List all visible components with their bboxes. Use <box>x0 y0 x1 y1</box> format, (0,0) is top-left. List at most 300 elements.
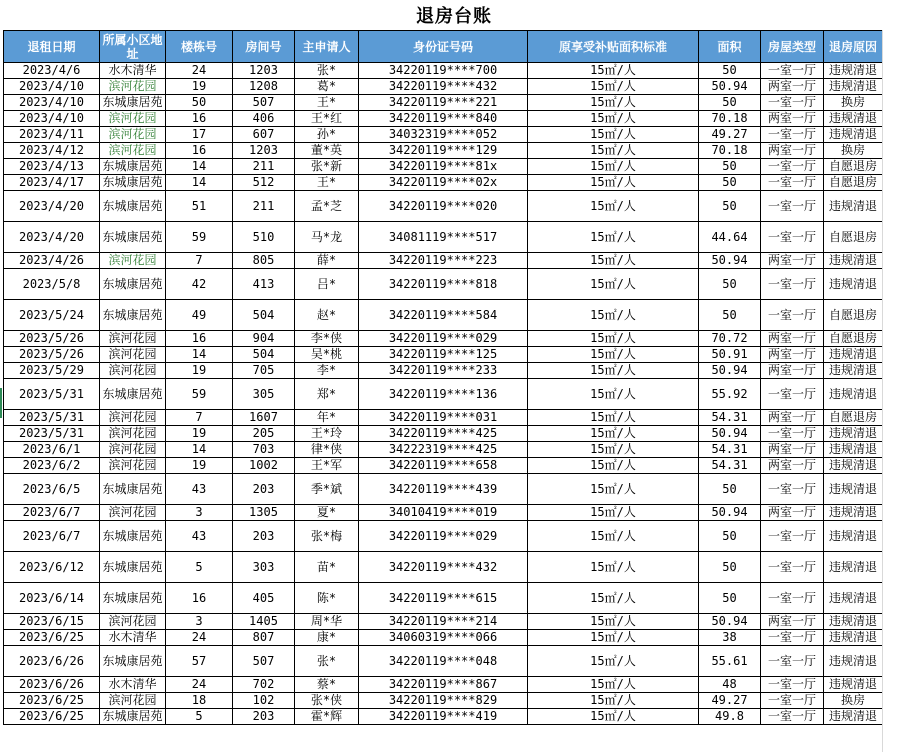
cell-community[interactable]: 滨河花园 <box>100 442 166 458</box>
cell-date[interactable]: 2023/6/7 <box>4 505 100 521</box>
cell-id[interactable]: 34220119****840 <box>359 111 528 127</box>
cell-area[interactable]: 50 <box>699 175 761 191</box>
header-cell[interactable]: 主申请人 <box>295 31 359 63</box>
cell-standard[interactable]: 15㎡/人 <box>528 583 699 614</box>
cell-community[interactable]: 滨河花园 <box>100 253 166 269</box>
cell-area[interactable]: 50.94 <box>699 79 761 95</box>
cell-standard[interactable]: 15㎡/人 <box>528 79 699 95</box>
cell-type[interactable]: 一室一厅 <box>761 693 824 709</box>
cell-standard[interactable]: 15㎡/人 <box>528 677 699 693</box>
cell-standard[interactable]: 15㎡/人 <box>528 458 699 474</box>
cell-building[interactable]: 14 <box>166 347 233 363</box>
cell-date[interactable]: 2023/5/31 <box>4 426 100 442</box>
cell-id[interactable]: 34032319****052 <box>359 127 528 143</box>
cell-type[interactable]: 一室一厅 <box>761 677 824 693</box>
cell-building[interactable]: 42 <box>166 269 233 300</box>
cell-reason[interactable]: 违规清退 <box>824 442 883 458</box>
cell-type[interactable]: 两室一厅 <box>761 79 824 95</box>
cell-room[interactable]: 904 <box>233 331 295 347</box>
cell-building[interactable]: 7 <box>166 410 233 426</box>
cell-reason[interactable]: 违规清退 <box>824 583 883 614</box>
cell-id[interactable]: 34220119****129 <box>359 143 528 159</box>
cell-date[interactable]: 2023/6/2 <box>4 458 100 474</box>
cell-id[interactable]: 34220119****125 <box>359 347 528 363</box>
cell-type[interactable]: 两室一厅 <box>761 143 824 159</box>
cell-id[interactable]: 34220119****136 <box>359 379 528 410</box>
cell-type[interactable]: 两室一厅 <box>761 347 824 363</box>
cell-id[interactable]: 34220119****658 <box>359 458 528 474</box>
cell-building[interactable]: 16 <box>166 331 233 347</box>
cell-area[interactable]: 50 <box>699 95 761 111</box>
cell-applicant[interactable]: 吕* <box>295 269 359 300</box>
cell-area[interactable]: 54.31 <box>699 442 761 458</box>
cell-standard[interactable]: 15㎡/人 <box>528 709 699 725</box>
cell-applicant[interactable]: 王* <box>295 95 359 111</box>
cell-applicant[interactable]: 蔡* <box>295 677 359 693</box>
cell-date[interactable]: 2023/4/20 <box>4 222 100 253</box>
header-cell[interactable]: 面积 <box>699 31 761 63</box>
cell-area[interactable]: 50 <box>699 300 761 331</box>
cell-applicant[interactable]: 孟*芝 <box>295 191 359 222</box>
cell-building[interactable]: 43 <box>166 521 233 552</box>
cell-standard[interactable]: 15㎡/人 <box>528 143 699 159</box>
cell-reason[interactable]: 违规清退 <box>824 191 883 222</box>
cell-applicant[interactable]: 吴*桃 <box>295 347 359 363</box>
cell-area[interactable]: 48 <box>699 677 761 693</box>
cell-type[interactable]: 一室一厅 <box>761 426 824 442</box>
cell-building[interactable]: 7 <box>166 253 233 269</box>
cell-type[interactable]: 一室一厅 <box>761 379 824 410</box>
cell-date[interactable]: 2023/6/5 <box>4 474 100 505</box>
cell-standard[interactable]: 15㎡/人 <box>528 474 699 505</box>
cell-date[interactable]: 2023/6/26 <box>4 646 100 677</box>
cell-id[interactable]: 34220119****439 <box>359 474 528 505</box>
cell-type[interactable]: 一室一厅 <box>761 709 824 725</box>
cell-area[interactable]: 50 <box>699 159 761 175</box>
cell-type[interactable]: 一室一厅 <box>761 175 824 191</box>
cell-building[interactable]: 59 <box>166 379 233 410</box>
cell-standard[interactable]: 15㎡/人 <box>528 379 699 410</box>
cell-reason[interactable]: 违规清退 <box>824 474 883 505</box>
cell-standard[interactable]: 15㎡/人 <box>528 521 699 552</box>
cell-area[interactable]: 50.94 <box>699 253 761 269</box>
cell-standard[interactable]: 15㎡/人 <box>528 159 699 175</box>
cell-date[interactable]: 2023/5/29 <box>4 363 100 379</box>
cell-standard[interactable]: 15㎡/人 <box>528 111 699 127</box>
cell-room[interactable]: 607 <box>233 127 295 143</box>
cell-room[interactable]: 807 <box>233 630 295 646</box>
cell-type[interactable]: 一室一厅 <box>761 95 824 111</box>
cell-room[interactable]: 1002 <box>233 458 295 474</box>
cell-standard[interactable]: 15㎡/人 <box>528 442 699 458</box>
cell-building[interactable]: 59 <box>166 222 233 253</box>
cell-room[interactable]: 102 <box>233 693 295 709</box>
cell-building[interactable]: 14 <box>166 159 233 175</box>
cell-room[interactable]: 203 <box>233 709 295 725</box>
cell-standard[interactable]: 15㎡/人 <box>528 646 699 677</box>
cell-building[interactable]: 43 <box>166 474 233 505</box>
cell-date[interactable]: 2023/4/17 <box>4 175 100 191</box>
cell-area[interactable]: 50.94 <box>699 363 761 379</box>
cell-standard[interactable]: 15㎡/人 <box>528 363 699 379</box>
cell-building[interactable]: 50 <box>166 95 233 111</box>
cell-type[interactable]: 一室一厅 <box>761 63 824 79</box>
cell-applicant[interactable]: 郑* <box>295 379 359 410</box>
cell-standard[interactable]: 15㎡/人 <box>528 95 699 111</box>
cell-type[interactable]: 一室一厅 <box>761 552 824 583</box>
cell-standard[interactable]: 15㎡/人 <box>528 127 699 143</box>
cell-building[interactable]: 14 <box>166 442 233 458</box>
cell-type[interactable]: 两室一厅 <box>761 442 824 458</box>
cell-date[interactable]: 2023/4/26 <box>4 253 100 269</box>
cell-applicant[interactable]: 张*侠 <box>295 693 359 709</box>
cell-reason[interactable]: 违规清退 <box>824 347 883 363</box>
header-cell[interactable]: 房间号 <box>233 31 295 63</box>
cell-community[interactable]: 滨河花园 <box>100 111 166 127</box>
cell-reason[interactable]: 违规清退 <box>824 677 883 693</box>
cell-room[interactable]: 702 <box>233 677 295 693</box>
cell-room[interactable]: 205 <box>233 426 295 442</box>
cell-room[interactable]: 1607 <box>233 410 295 426</box>
cell-id[interactable]: 34220119****419 <box>359 709 528 725</box>
cell-reason[interactable]: 换房 <box>824 95 883 111</box>
cell-id[interactable]: 34010419****019 <box>359 505 528 521</box>
cell-reason[interactable]: 违规清退 <box>824 646 883 677</box>
cell-id[interactable]: 34220119****233 <box>359 363 528 379</box>
cell-reason[interactable]: 违规清退 <box>824 521 883 552</box>
cell-standard[interactable]: 15㎡/人 <box>528 505 699 521</box>
cell-area[interactable]: 50 <box>699 191 761 222</box>
header-cell[interactable]: 原享受补贴面积标准 <box>528 31 699 63</box>
cell-date[interactable]: 2023/4/10 <box>4 95 100 111</box>
cell-building[interactable]: 17 <box>166 127 233 143</box>
cell-area[interactable]: 55.61 <box>699 646 761 677</box>
cell-building[interactable]: 16 <box>166 583 233 614</box>
cell-community[interactable]: 东城康居苑 <box>100 191 166 222</box>
cell-id[interactable]: 34220119****425 <box>359 426 528 442</box>
cell-room[interactable]: 211 <box>233 159 295 175</box>
cell-reason[interactable]: 自愿退房 <box>824 410 883 426</box>
cell-applicant[interactable]: 王* <box>295 175 359 191</box>
cell-standard[interactable]: 15㎡/人 <box>528 410 699 426</box>
cell-area[interactable]: 50.94 <box>699 505 761 521</box>
cell-date[interactable]: 2023/6/7 <box>4 521 100 552</box>
cell-reason[interactable]: 违规清退 <box>824 379 883 410</box>
cell-area[interactable]: 50.91 <box>699 347 761 363</box>
cell-building[interactable]: 14 <box>166 175 233 191</box>
cell-community[interactable]: 滨河花园 <box>100 614 166 630</box>
cell-room[interactable]: 703 <box>233 442 295 458</box>
cell-reason[interactable]: 违规清退 <box>824 614 883 630</box>
cell-standard[interactable]: 15㎡/人 <box>528 175 699 191</box>
cell-id[interactable]: 34220119****818 <box>359 269 528 300</box>
header-cell[interactable]: 所属小区地址 <box>100 31 166 63</box>
cell-room[interactable]: 1208 <box>233 79 295 95</box>
cell-date[interactable]: 2023/6/12 <box>4 552 100 583</box>
cell-standard[interactable]: 15㎡/人 <box>528 693 699 709</box>
cell-applicant[interactable]: 李* <box>295 363 359 379</box>
cell-type[interactable]: 一室一厅 <box>761 583 824 614</box>
cell-reason[interactable]: 自愿退房 <box>824 159 883 175</box>
cell-reason[interactable]: 自愿退房 <box>824 175 883 191</box>
cell-id[interactable]: 34060319****066 <box>359 630 528 646</box>
cell-standard[interactable]: 15㎡/人 <box>528 269 699 300</box>
cell-type[interactable]: 一室一厅 <box>761 269 824 300</box>
cell-standard[interactable]: 15㎡/人 <box>528 63 699 79</box>
cell-standard[interactable]: 15㎡/人 <box>528 347 699 363</box>
cell-date[interactable]: 2023/4/10 <box>4 79 100 95</box>
cell-id[interactable]: 34081119****517 <box>359 222 528 253</box>
cell-reason[interactable]: 违规清退 <box>824 63 883 79</box>
cell-area[interactable]: 70.18 <box>699 111 761 127</box>
cell-date[interactable]: 2023/6/15 <box>4 614 100 630</box>
cell-area[interactable]: 49.8 <box>699 709 761 725</box>
cell-date[interactable]: 2023/6/14 <box>4 583 100 614</box>
cell-reason[interactable]: 违规清退 <box>824 630 883 646</box>
cell-building[interactable]: 16 <box>166 143 233 159</box>
cell-date[interactable]: 2023/6/26 <box>4 677 100 693</box>
cell-type[interactable]: 一室一厅 <box>761 127 824 143</box>
cell-community[interactable]: 滨河花园 <box>100 426 166 442</box>
cell-area[interactable]: 44.64 <box>699 222 761 253</box>
cell-community[interactable]: 东城康居苑 <box>100 95 166 111</box>
cell-applicant[interactable]: 夏* <box>295 505 359 521</box>
cell-id[interactable]: 34222319****425 <box>359 442 528 458</box>
cell-building[interactable]: 49 <box>166 300 233 331</box>
cell-type[interactable]: 两室一厅 <box>761 505 824 521</box>
cell-building[interactable]: 5 <box>166 552 233 583</box>
cell-community[interactable]: 东城康居苑 <box>100 300 166 331</box>
cell-reason[interactable]: 违规清退 <box>824 552 883 583</box>
cell-id[interactable]: 34220119****867 <box>359 677 528 693</box>
cell-id[interactable]: 34220119****700 <box>359 63 528 79</box>
cell-applicant[interactable]: 陈* <box>295 583 359 614</box>
cell-standard[interactable]: 15㎡/人 <box>528 630 699 646</box>
cell-type[interactable]: 两室一厅 <box>761 331 824 347</box>
cell-community[interactable]: 东城康居苑 <box>100 269 166 300</box>
cell-reason[interactable]: 违规清退 <box>824 253 883 269</box>
cell-date[interactable]: 2023/6/25 <box>4 709 100 725</box>
cell-id[interactable]: 34220119****031 <box>359 410 528 426</box>
cell-date[interactable]: 2023/5/8 <box>4 269 100 300</box>
cell-standard[interactable]: 15㎡/人 <box>528 191 699 222</box>
cell-applicant[interactable]: 张*梅 <box>295 521 359 552</box>
cell-room[interactable]: 504 <box>233 300 295 331</box>
cell-room[interactable]: 305 <box>233 379 295 410</box>
header-cell[interactable]: 身份证号码 <box>359 31 528 63</box>
cell-area[interactable]: 38 <box>699 630 761 646</box>
cell-reason[interactable]: 违规清退 <box>824 127 883 143</box>
cell-community[interactable]: 滨河花园 <box>100 331 166 347</box>
cell-community[interactable]: 东城康居苑 <box>100 552 166 583</box>
cell-date[interactable]: 2023/5/26 <box>4 347 100 363</box>
cell-room[interactable]: 203 <box>233 474 295 505</box>
cell-date[interactable]: 2023/5/24 <box>4 300 100 331</box>
cell-community[interactable]: 东城康居苑 <box>100 474 166 505</box>
cell-area[interactable]: 70.72 <box>699 331 761 347</box>
cell-id[interactable]: 34220119****81x <box>359 159 528 175</box>
cell-id[interactable]: 34220119****221 <box>359 95 528 111</box>
cell-id[interactable]: 34220119****615 <box>359 583 528 614</box>
cell-community[interactable]: 东城康居苑 <box>100 222 166 253</box>
header-cell[interactable]: 退房原因 <box>824 31 883 63</box>
cell-type[interactable]: 两室一厅 <box>761 111 824 127</box>
cell-applicant[interactable]: 王*军 <box>295 458 359 474</box>
cell-area[interactable]: 54.31 <box>699 458 761 474</box>
cell-room[interactable]: 203 <box>233 521 295 552</box>
cell-building[interactable]: 19 <box>166 79 233 95</box>
cell-date[interactable]: 2023/5/31 <box>4 410 100 426</box>
cell-building[interactable]: 5 <box>166 709 233 725</box>
cell-area[interactable]: 55.92 <box>699 379 761 410</box>
cell-id[interactable]: 34220119****584 <box>359 300 528 331</box>
cell-room[interactable]: 1203 <box>233 143 295 159</box>
cell-standard[interactable]: 15㎡/人 <box>528 552 699 583</box>
cell-community[interactable]: 滨河花园 <box>100 410 166 426</box>
cell-type[interactable]: 一室一厅 <box>761 300 824 331</box>
cell-date[interactable]: 2023/5/26 <box>4 331 100 347</box>
cell-building[interactable]: 51 <box>166 191 233 222</box>
cell-applicant[interactable]: 张* <box>295 646 359 677</box>
cell-room[interactable]: 1405 <box>233 614 295 630</box>
cell-type[interactable]: 两室一厅 <box>761 614 824 630</box>
cell-standard[interactable]: 15㎡/人 <box>528 426 699 442</box>
cell-reason[interactable]: 违规清退 <box>824 709 883 725</box>
cell-room[interactable]: 1203 <box>233 63 295 79</box>
cell-area[interactable]: 49.27 <box>699 693 761 709</box>
cell-applicant[interactable]: 张* <box>295 63 359 79</box>
cell-area[interactable]: 70.18 <box>699 143 761 159</box>
cell-building[interactable]: 19 <box>166 458 233 474</box>
cell-type[interactable]: 一室一厅 <box>761 474 824 505</box>
cell-reason[interactable]: 违规清退 <box>824 111 883 127</box>
cell-area[interactable]: 50 <box>699 269 761 300</box>
cell-building[interactable]: 19 <box>166 363 233 379</box>
cell-applicant[interactable]: 张*新 <box>295 159 359 175</box>
cell-applicant[interactable]: 孙* <box>295 127 359 143</box>
cell-id[interactable]: 34220119****432 <box>359 79 528 95</box>
cell-room[interactable]: 512 <box>233 175 295 191</box>
cell-id[interactable]: 34220119****829 <box>359 693 528 709</box>
cell-applicant[interactable]: 王*玲 <box>295 426 359 442</box>
cell-date[interactable]: 2023/4/6 <box>4 63 100 79</box>
cell-applicant[interactable]: 董*英 <box>295 143 359 159</box>
cell-building[interactable]: 24 <box>166 677 233 693</box>
cell-date[interactable]: 2023/4/20 <box>4 191 100 222</box>
cell-standard[interactable]: 15㎡/人 <box>528 614 699 630</box>
cell-building[interactable]: 24 <box>166 63 233 79</box>
cell-standard[interactable]: 15㎡/人 <box>528 331 699 347</box>
cell-applicant[interactable]: 赵* <box>295 300 359 331</box>
cell-date[interactable]: 2023/4/10 <box>4 111 100 127</box>
cell-community[interactable]: 滨河花园 <box>100 458 166 474</box>
cell-date[interactable]: 2023/6/25 <box>4 630 100 646</box>
cell-reason[interactable]: 违规清退 <box>824 458 883 474</box>
cell-applicant[interactable]: 苗* <box>295 552 359 583</box>
cell-room[interactable]: 406 <box>233 111 295 127</box>
cell-date[interactable]: 2023/4/11 <box>4 127 100 143</box>
cell-reason[interactable]: 违规清退 <box>824 269 883 300</box>
cell-date[interactable]: 2023/4/13 <box>4 159 100 175</box>
cell-id[interactable]: 34220119****029 <box>359 521 528 552</box>
cell-community[interactable]: 东城康居苑 <box>100 646 166 677</box>
cell-reason[interactable]: 自愿退房 <box>824 222 883 253</box>
cell-community[interactable]: 东城康居苑 <box>100 583 166 614</box>
cell-area[interactable]: 50 <box>699 474 761 505</box>
cell-date[interactable]: 2023/6/1 <box>4 442 100 458</box>
cell-reason[interactable]: 自愿退房 <box>824 300 883 331</box>
cell-room[interactable]: 507 <box>233 646 295 677</box>
cell-date[interactable]: 2023/5/31 <box>4 379 100 410</box>
cell-community[interactable]: 东城康居苑 <box>100 379 166 410</box>
cell-room[interactable]: 805 <box>233 253 295 269</box>
cell-applicant[interactable]: 霍*辉 <box>295 709 359 725</box>
cell-reason[interactable]: 自愿退房 <box>824 331 883 347</box>
cell-id[interactable]: 34220119****02x <box>359 175 528 191</box>
cell-reason[interactable]: 违规清退 <box>824 426 883 442</box>
cell-type[interactable]: 一室一厅 <box>761 222 824 253</box>
cell-type[interactable]: 两室一厅 <box>761 410 824 426</box>
cell-room[interactable]: 504 <box>233 347 295 363</box>
cell-type[interactable]: 一室一厅 <box>761 646 824 677</box>
cell-reason[interactable]: 违规清退 <box>824 363 883 379</box>
cell-building[interactable]: 57 <box>166 646 233 677</box>
cell-applicant[interactable]: 李*侠 <box>295 331 359 347</box>
cell-community[interactable]: 东城康居苑 <box>100 709 166 725</box>
cell-id[interactable]: 34220119****020 <box>359 191 528 222</box>
cell-reason[interactable]: 违规清退 <box>824 505 883 521</box>
cell-community[interactable]: 滨河花园 <box>100 347 166 363</box>
cell-area[interactable]: 50 <box>699 521 761 552</box>
cell-area[interactable]: 49.27 <box>699 127 761 143</box>
cell-id[interactable]: 34220119****048 <box>359 646 528 677</box>
cell-type[interactable]: 一室一厅 <box>761 191 824 222</box>
cell-type[interactable]: 两室一厅 <box>761 363 824 379</box>
cell-standard[interactable]: 15㎡/人 <box>528 222 699 253</box>
cell-applicant[interactable]: 王*红 <box>295 111 359 127</box>
cell-community[interactable]: 东城康居苑 <box>100 521 166 552</box>
cell-room[interactable]: 211 <box>233 191 295 222</box>
cell-community[interactable]: 滨河花园 <box>100 505 166 521</box>
cell-applicant[interactable]: 薛* <box>295 253 359 269</box>
cell-building[interactable]: 24 <box>166 630 233 646</box>
cell-area[interactable]: 50.94 <box>699 426 761 442</box>
cell-room[interactable]: 705 <box>233 363 295 379</box>
cell-room[interactable]: 405 <box>233 583 295 614</box>
cell-reason[interactable]: 违规清退 <box>824 79 883 95</box>
cell-community[interactable]: 水木清华 <box>100 677 166 693</box>
cell-room[interactable]: 1305 <box>233 505 295 521</box>
cell-id[interactable]: 34220119****029 <box>359 331 528 347</box>
cell-room[interactable]: 303 <box>233 552 295 583</box>
header-cell[interactable]: 退租日期 <box>4 31 100 63</box>
cell-area[interactable]: 50 <box>699 63 761 79</box>
cell-applicant[interactable]: 年* <box>295 410 359 426</box>
cell-area[interactable]: 50.94 <box>699 614 761 630</box>
cell-applicant[interactable]: 季*斌 <box>295 474 359 505</box>
cell-room[interactable]: 510 <box>233 222 295 253</box>
header-cell[interactable]: 楼栋号 <box>166 31 233 63</box>
cell-applicant[interactable]: 律*侠 <box>295 442 359 458</box>
cell-community[interactable]: 滨河花园 <box>100 127 166 143</box>
cell-room[interactable]: 413 <box>233 269 295 300</box>
cell-applicant[interactable]: 周*华 <box>295 614 359 630</box>
cell-standard[interactable]: 15㎡/人 <box>528 253 699 269</box>
cell-community[interactable]: 滨河花园 <box>100 363 166 379</box>
cell-reason[interactable]: 换房 <box>824 143 883 159</box>
cell-area[interactable]: 54.31 <box>699 410 761 426</box>
cell-type[interactable]: 两室一厅 <box>761 458 824 474</box>
